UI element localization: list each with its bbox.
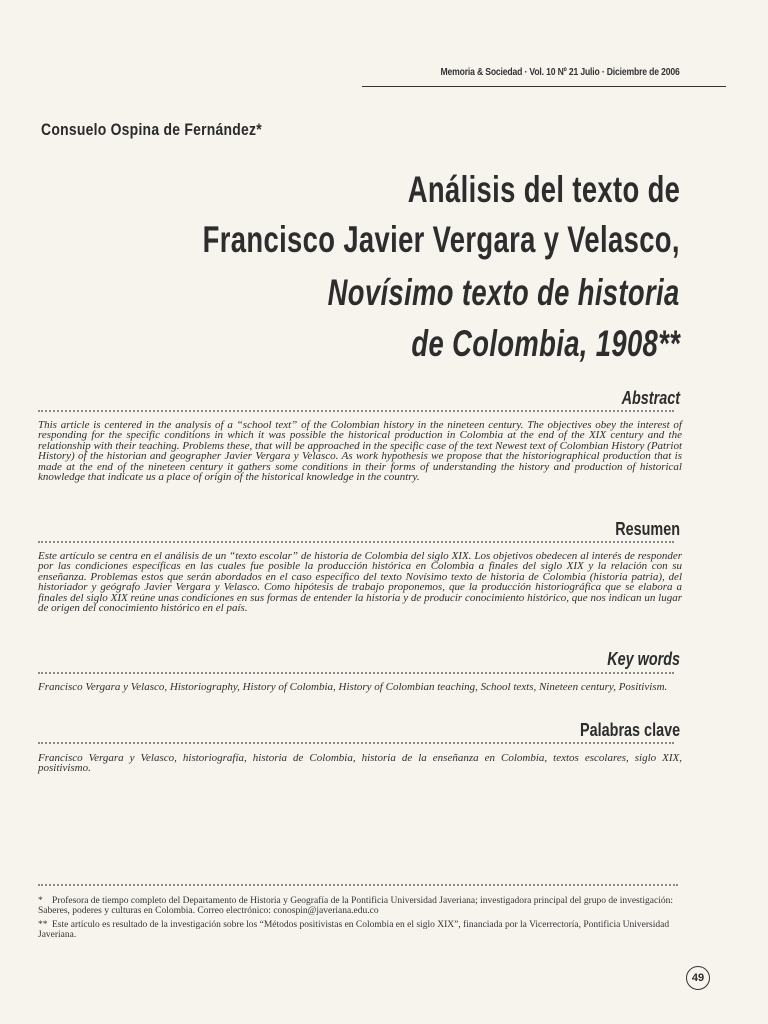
title-line-3: Novísimo texto de historia	[328, 272, 680, 313]
divider	[38, 742, 674, 744]
footnote-text: Profesora de tiempo completo del Departamento de Historia y Geografía de la Pontificia Universidad Javeriana; investigadora principal del grupo de investigación: Saberes, poderes y culturas en Colombia. Correo electrónico: conospin@javeriana.edu.co	[38, 896, 673, 916]
page-number: 49	[686, 966, 710, 990]
resumen-heading: Resumen	[615, 519, 680, 539]
palabras-text: Francisco Vergara y Velasco, historiografía, historia de Colombia, historia de la enseñanza en Colombia, textos escolares, siglo XIX, positivismo.	[38, 752, 682, 775]
footnote-1	[38, 897, 682, 916]
abstract-text: This article is centered in the analysis of a “school text” of the Colombian history in the nineteen century. The objectives obey the interest of responding for the specific conditions in which it was possible the historical production in Colombia at the end of the XIX century and the relationship with their teaching. Problems these, that will be approached in the specific case of the text Newest text of Colombian History (Patriot History) of the historian and geographer Javier Vergara y Velasco. As work hypothesis we propose that the historiographical production that is made at the end of the nineteen century it gathers some conditions in their forms of understanding the history and production of historical knowledge that indicate us a place of origin of the historical knowledge in the country.	[38, 419, 682, 484]
abstract-heading: Abstract	[621, 388, 680, 408]
title-line-1: Análisis del texto de	[407, 169, 680, 210]
keywords-text: Francisco Vergara y Velasco, Historiography, History of Colombia, History of Colombian teaching, School texts, Nineteen century, Positivism.	[38, 681, 668, 693]
title-line-2: Francisco Javier Vergara y Velasco,	[202, 219, 680, 260]
author-name: Consuelo Ospina de Fernández*	[41, 120, 262, 139]
footnote-text: Este artículo es resultado de la investigación sobre los “Métodos positivistas en Colombia en el siglo XIX”, financiada por la Vicerrectoría, Pontificia Universidad Javeriana.	[38, 920, 670, 940]
divider	[38, 541, 674, 543]
palabras-heading: Palabras clave	[579, 720, 680, 740]
title-line-4: de Colombia, 1908**	[411, 323, 680, 364]
journal-header: Memoria & Sociedad · Vol. 10 Nº 21 Julio · Diciembre de 2006	[440, 66, 680, 78]
resumen-text: Este artículo se centra en el análisis de un “texto escolar” de historia de Colombia del siglo XIX. Los objetivos obedecen al interés de responder por las condiciones específicas en las cuales fue posible la producción histórica en Colombia a finales del siglo XIX y la relación con su enseñanza. Problemas estos que serán abordados en el caso específico del texto Novísimo texto de historia de Colombia (historia patria), del historiador y geógrafo Javier Vergara y Velasco. Como hipótesis de trabajo proponemos, que la producción historiográfica que se elabora a finales del siglo XIX reúne unas condiciones en sus formas de entender la historia y de producir conocimiento histórico, que nos indican un lugar de origen del conocimiento histórico en el país.	[38, 550, 682, 615]
header-rule	[362, 86, 726, 87]
divider	[38, 410, 674, 412]
footnote-divider	[38, 884, 678, 886]
footnote-2	[38, 921, 682, 940]
footnote-mark: *	[38, 896, 43, 906]
keywords-heading: Key words	[607, 649, 680, 669]
divider	[38, 672, 674, 674]
footnote-mark: **	[38, 920, 48, 930]
